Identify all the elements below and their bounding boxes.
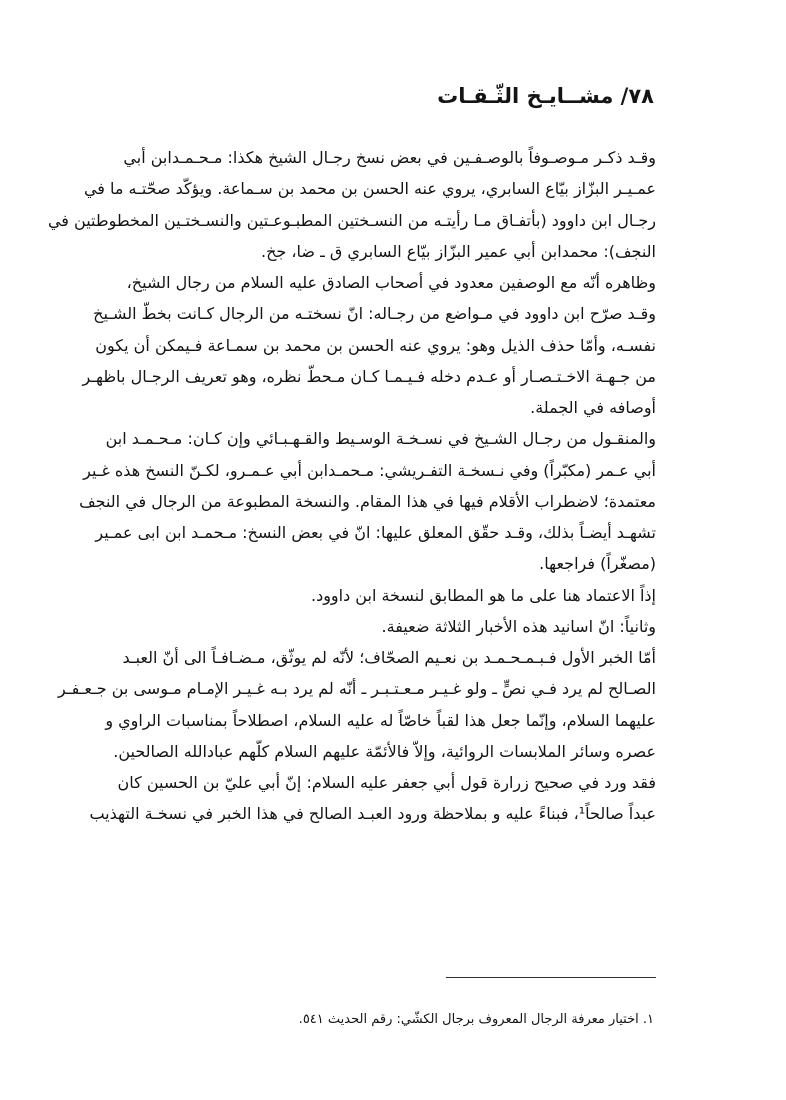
footnote: ١. اختيار معرفة الرجال المعروف برجال الكشّي: رقم الحديث ٥٤١. — [298, 1012, 654, 1027]
text-line: عبداً صالحاً¹، فبناءً عليه و بملاحظة ورود العبـد الصالح في هذا الخبر في نسخـة التهذيب — [89, 804, 656, 823]
text-line: معتمدة؛ لاضطراب الأقلام فيها في هذا المقام. والنسخة المطبوعة من الرجال في النجف — [79, 492, 656, 511]
text-line: تشهـد أيضـاً بذلك، وقـد حقّق المعلق عليها: انّ في بعض النسخ: مـحمـد ابن ابى عمـير — [95, 523, 656, 542]
text-line: من جـهـة الاخـتـصـار أو عـدم دخله فـيـمـا كـان مـحطّ نظره، وهو تعريف الرجـال باظهـر — [82, 367, 656, 386]
text-line: عمـيـر البزّاز بيّاع السابري، يروي عنه الحسن بن محمد بن سـماعة. ويؤكّد صحّتـه ما في — [83, 179, 656, 198]
text-line: أبي عـمر (مكبّراً) وفي نـسخـة التفـريشي: مـحمـدابن أبي عـمـرو، لكـنّ النسخ هذه غـير — [83, 461, 656, 480]
text-line: (مصغّراً) فراجعها. — [539, 554, 656, 573]
text-line: وقـد صرّح ابن داوود في مـواضع من رجـاله: انّ نسختـه من الرجال كـانت بخطّ الشـيخ — [93, 304, 656, 323]
text-line: وظاهره أنّه مع الوصفين معدود في أصحاب الصادق عليه السلام من رجال الشيخ، — [126, 273, 656, 292]
text-line: عصره وسائر الملابسات الروائية، وإلاّ فالأئمّة عليهم السلام كلّهم عبادالله الصالحين. — [113, 742, 656, 761]
text-line: نفسـه، وأمّا حذف الذيل وهو: يروي عنه الحسن بن محمد بن سمـاعة فـيمكن أن يكون — [95, 336, 656, 355]
text-line: عليهما السلام، وإنّما جعل هذا لقباً خاصّاً له عليه السلام، اصطلاحاً بمناسبات الراوي و — [105, 711, 656, 730]
text-line: والمنقـول من رجـال الشـيخ في نسـخـة الوسـيط والقـهـبـائي وإن كـان: مـحـمـد ابن — [105, 429, 656, 448]
text-line: إذاً الاعتماد هنا على ما هو المطابق لنسخة ابن داوود. — [310, 586, 656, 605]
running-head: ٧٨/ مشــايـخ الثّـقـات — [437, 84, 654, 108]
text-line: فقد ورد في صحيح زرارة قول أبي جعفر عليه السلام: إنّ أبي عليّ بن الحسين كان — [117, 773, 656, 792]
text-line: وقـد ذكـر مـوصـوفاً بالوصـفـين في بعض نسخ رجـال الشيخ هكذا: مـحـمـدابن أبي — [123, 148, 656, 167]
footnote-separator — [446, 977, 656, 978]
text-line: أمّا الخبر الأول فـبـمـحـمـد بن نعـيم الصحّاف؛ لأنّه لم يوثّق، مـضـافـاً الى أنّ العبـد — [122, 648, 656, 667]
text-line: وثانياً: انّ اسانيد هذه الأخبار الثلاثة ضعيفة. — [381, 617, 656, 636]
text-line: رجـال ابن داوود (بأتفـاق مـا رأيتـه من النسـختين المطبـوعـتين والنسـختـين المخطوطتين في — [47, 211, 656, 230]
text-line: النجف): محمدابن أبي عمير البزّاز بيّاع السابري ق ـ ضا، جخ. — [261, 242, 656, 261]
text-line: الصـالح لم يرد فـي نصٍّ ـ ولو غـيـر مـعـتـبـر ـ أنّه لم يرد بـه غـيـر الإمـام مـوسى بن جـعـفـر — [58, 679, 656, 698]
text-line: أوصافه في الجملة. — [530, 398, 656, 417]
